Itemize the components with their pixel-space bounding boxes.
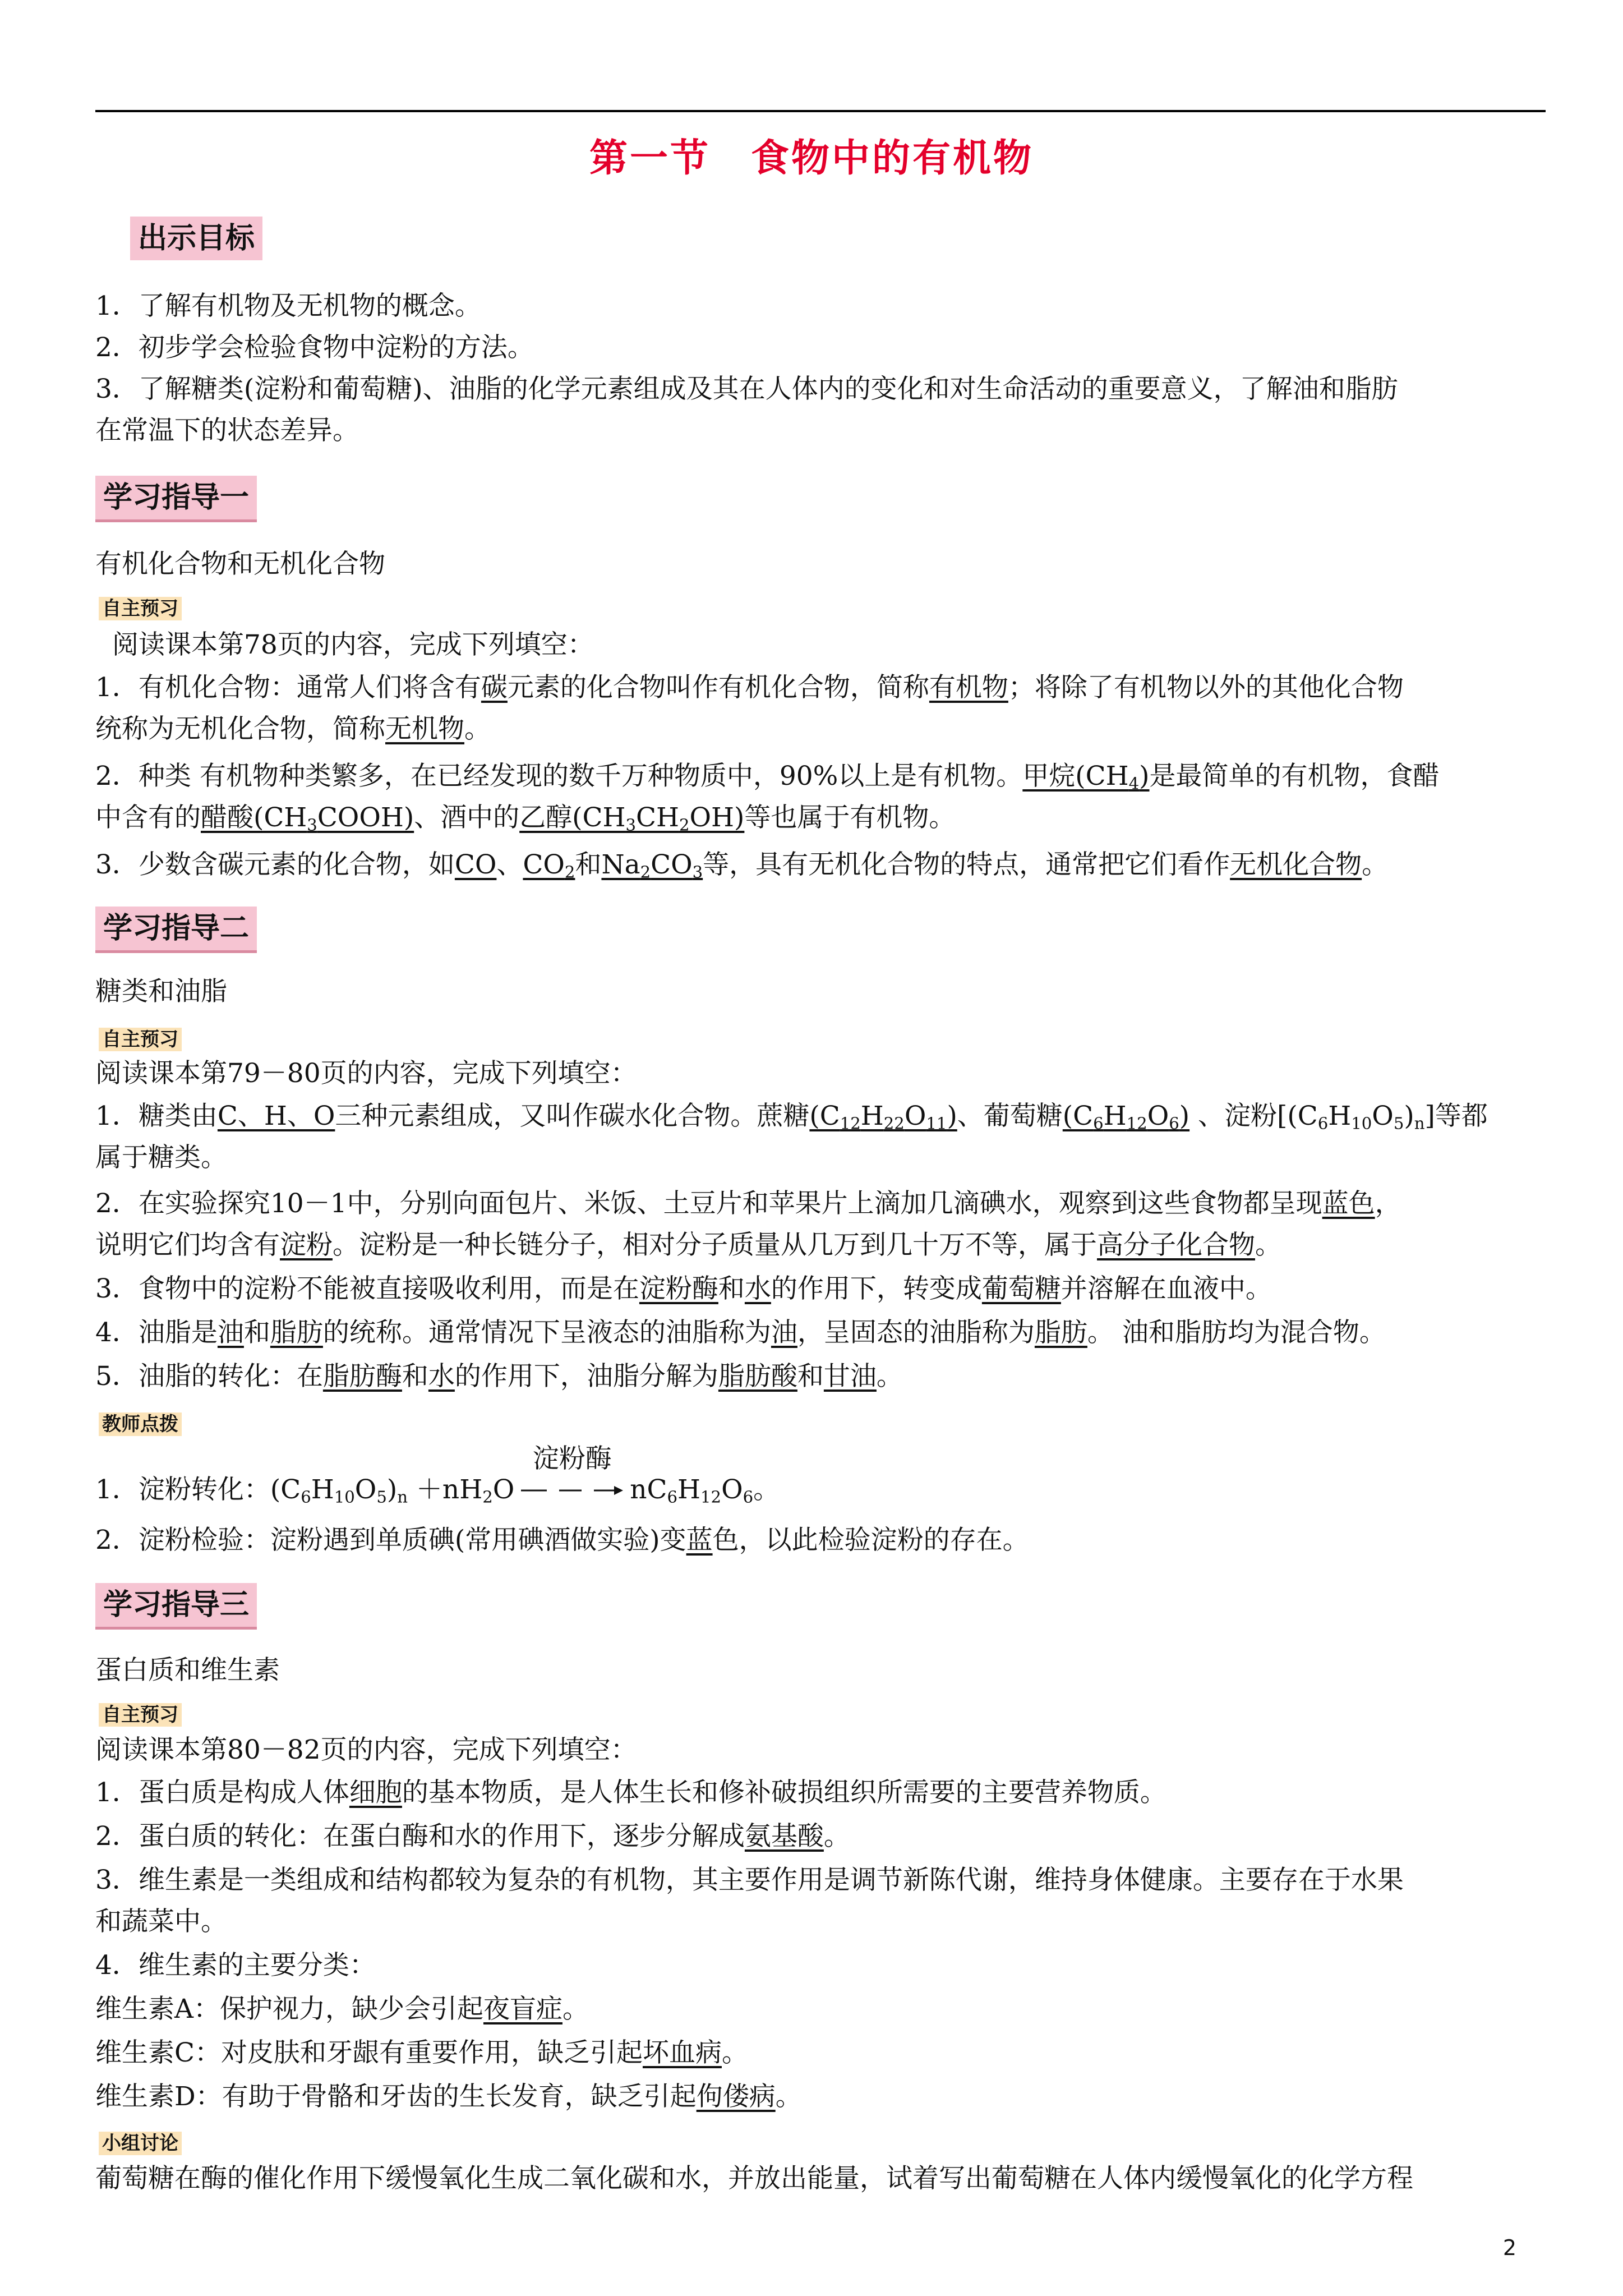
item-3-2: 2．蛋白质的转化：在蛋白酶和水的作用下，逐步分解成氨基酸。 <box>95 1821 850 1852</box>
item-2-1: 1．糖类由C、H、O三种元素组成，又叫作碳水化合物。蔗糖$(C_{12}H_{22}O_{11})$、葡萄糖$(C_6H_{12}O_6)$ 、淀粉$[(C_6H_{10}O_5)_n]$等都 <box>95 1101 1488 1133</box>
goal-line-3: 3．了解糖类(淀粉和葡萄糖)、油脂的化学元素组成及其在人体内的变化和对生命活动的重要意义，了解油和脂肪 <box>95 374 1398 404</box>
section-heading-guide-3: 学习指导三 <box>95 1583 257 1630</box>
item-3-3: 3．维生素是一类组成和结构都较为复杂的有机物，其主要作用是调节新陈代谢，维持身体健康。主要存在于水果 <box>95 1865 1404 1895</box>
intro-1: 阅读课本第78页的内容，完成下列填空： <box>112 629 594 660</box>
tip-2-starch-test: 2．淀粉检验：淀粉遇到单质碘(常用碘酒做实验)变蓝色，以此检验淀粉的存在。 <box>95 1525 1029 1556</box>
item-2-2: 2．在实验探究10－1中，分别向面包片、米饭、土豆片和苹果片上滴加几滴碘水，观察到这些食物都呈现蓝色， <box>95 1188 1401 1219</box>
intro-3: 阅读课本第80－82页的内容，完成下列填空： <box>95 1734 637 1765</box>
reaction-arrow <box>519 1443 625 1498</box>
arrow-label: 淀粉酶 <box>532 1443 612 1474</box>
tag-self-preview-3: 自主预习 <box>99 1703 182 1727</box>
vitamin-c: 维生素C：对皮肤和牙龈有重要作用，缺乏引起坏血病。 <box>95 2037 748 2068</box>
topic-3: 蛋白质和维生素 <box>95 1655 280 1686</box>
topic-2: 糖类和油脂 <box>95 976 227 1007</box>
item-3-1: 1．蛋白质是构成人体细胞的基本物质，是人体生长和修补破损组织所需要的主要营养物质。 <box>95 1777 1166 1808</box>
item-2-3: 3．食物中的淀粉不能被直接吸收利用，而是在淀粉酶和水的作用下，转变成葡萄糖并溶解在血液中。 <box>95 1273 1272 1304</box>
item-3-4: 4．维生素的主要分类： <box>95 1950 376 1981</box>
item-2-1-cont: 属于糖类。 <box>95 1142 227 1173</box>
item-1-1: 1．有机化合物：通常人们将含有碳元素的化合物叫作有机化合物，简称有机物；将除了有机物以外的其他化合物 <box>95 672 1404 703</box>
tag-self-preview-1: 自主预习 <box>99 597 182 620</box>
item-2-5: 5．油脂的转化：在脂肪酶和水的作用下，油脂分解为脂肪酸和甘油。 <box>95 1361 903 1392</box>
topic-1: 有机化合物和无机化合物 <box>95 549 385 579</box>
item-3-3-cont: 和蔬菜中。 <box>95 1906 227 1937</box>
vitamin-d: 维生素D：有助于骨骼和牙齿的生长发育，缺乏引起佝偻病。 <box>95 2081 802 2112</box>
item-1-1-cont: 统称为无机化合物，简称无机物。 <box>95 714 491 744</box>
section-heading-guide-2: 学习指导二 <box>95 907 257 953</box>
item-1-2: 2．种类 有机物种类繁多，在已经发现的数千万种物质中，90%以上是有机物。甲烷$(CH_4)$是最简单的有机物，食醋 <box>95 761 1440 793</box>
header-rule <box>95 110 1546 112</box>
intro-2: 阅读课本第79－80页的内容，完成下列填空： <box>95 1058 637 1089</box>
item-2-2-cont: 说明它们均含有淀粉。淀粉是一种长链分子，相对分子质量从几万到几十万不等，属于高分子化合物。 <box>95 1230 1281 1260</box>
item-1-2-cont: 中含有的醋酸$(CH_3COOH)$、酒中的乙醇$(CH_3CH_2OH)$等也属于有机物。 <box>95 802 956 835</box>
page-number: 2 <box>1502 2235 1516 2260</box>
discussion-text: 葡萄糖在酶的催化作用下缓慢氧化生成二氧化碳和水，并放出能量，试着写出葡萄糖在人体内缓慢氧化的化学方程 <box>95 2163 1413 2194</box>
tag-group-discussion: 小组讨论 <box>99 2132 182 2155</box>
section-heading-goals: 出示目标 <box>130 217 262 260</box>
goal-line-2: 2．初步学会检验食物中淀粉的方法。 <box>95 332 534 363</box>
item-1-3: 3．少数含碳元素的化合物，如CO、$CO_2$和$Na_2CO_3$等，具有无机化合物的特点，通常把它们看作无机化合物。 <box>95 849 1389 882</box>
goal-line-1: 1．了解有机物及无机物的概念。 <box>95 291 481 321</box>
arrow-icon <box>519 1479 625 1502</box>
tip-1-starch-conversion: 1．淀粉转化：$(C_6H_{10}O_5)_n +nH_2O$ 淀粉酶 $nC_6H_{12}O_6$。 <box>95 1443 780 1507</box>
vitamin-a: 维生素A：保护视力，缺少会引起夜盲症。 <box>95 1994 589 2024</box>
tag-self-preview-2: 自主预习 <box>99 1028 182 1051</box>
tag-teacher-tips: 教师点拨 <box>99 1412 182 1436</box>
page-title: 第一节 食物中的有机物 <box>589 136 1034 181</box>
section-heading-guide-1: 学习指导一 <box>95 476 257 522</box>
goal-line-4: 在常温下的状态差异。 <box>95 415 359 446</box>
item-2-4: 4．油脂是油和脂肪的统称。通常情况下呈液态的油脂称为油，呈固态的油脂称为脂肪。 油和脂肪均为混合物。 <box>95 1317 1386 1348</box>
